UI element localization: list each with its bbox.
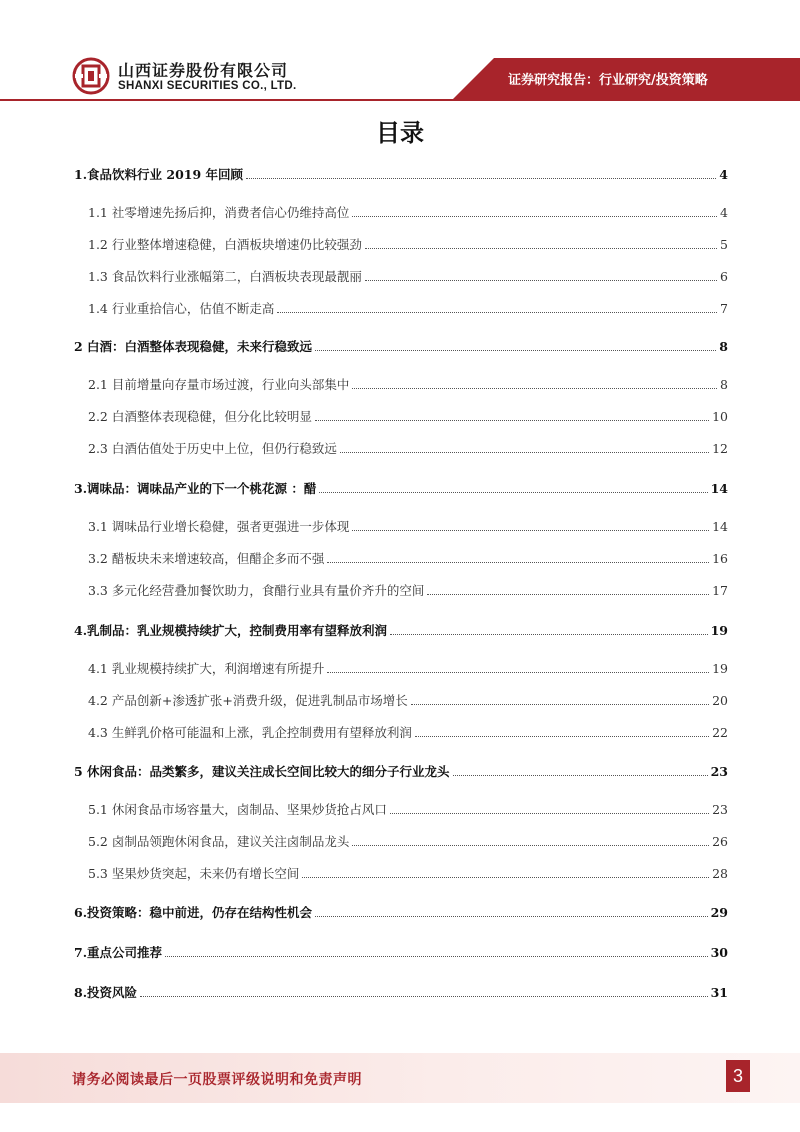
toc-leader-dots [390, 634, 708, 635]
toc-leader-dots [415, 736, 709, 737]
toc-entry-text: 4.1 乳业规模持续扩大，利润增速有所提升 [88, 661, 325, 676]
toc-leader-dots [140, 996, 708, 997]
toc-leader-dots [453, 775, 708, 776]
toc-leader-dots [165, 956, 708, 957]
toc-entry-text: 4.2 产品创新+渗透扩张+消费升级，促进乳制品市场增长 [88, 693, 408, 708]
toc-entry-page: 23 [712, 802, 728, 817]
toc-entry[interactable] [88, 237, 728, 253]
toc-entry-text: 6.投资策略：稳中前进，仍存在结构性机会 [74, 905, 313, 920]
toc-leader-dots [340, 452, 709, 453]
disclaimer-notice: 请务必阅读最后一页股票评级说明和免责声明 [72, 1072, 362, 1088]
toc-entry-page: 22 [712, 725, 728, 740]
toc-entry-text: 8.投资风险 [74, 985, 138, 1000]
toc-entry-page: 6 [720, 269, 728, 284]
toc-entry-page: 4 [719, 167, 728, 182]
toc-entry-page: 12 [712, 441, 728, 456]
toc-entry[interactable] [88, 661, 728, 677]
toc-entry-text: 3.1 调味品行业增长稳健，强者更强进一步体现 [88, 519, 350, 534]
toc-entry[interactable] [88, 693, 728, 709]
toc-entry[interactable] [88, 205, 728, 221]
company-name-en: SHANXI SECURITIES CO., LTD. [118, 80, 297, 92]
page-header [0, 0, 800, 100]
toc-entry[interactable] [74, 985, 728, 1001]
toc-entry[interactable] [88, 834, 728, 850]
toc-entry-page: 4 [720, 205, 728, 220]
toc-entry[interactable] [88, 441, 728, 457]
shanxi-securities-logo-icon [72, 57, 110, 95]
toc-entry-page: 26 [712, 834, 728, 849]
toc-entry-text: 4.3 生鲜乳价格可能温和上涨，乳企控制费用有望释放利润 [88, 725, 412, 740]
toc-entry-text: 1.4 行业重拾信心，估值不断走高 [88, 301, 275, 316]
toc-entry-page: 28 [712, 866, 728, 881]
toc-entry-text: 1.1 社零增速先扬后抑，消费者信心仍维持高位 [88, 205, 350, 220]
toc-leader-dots [352, 845, 709, 846]
toc-entry[interactable] [74, 905, 728, 921]
toc-entry[interactable] [88, 301, 728, 317]
toc-entry[interactable] [74, 167, 728, 183]
toc-leader-dots [315, 916, 708, 917]
toc-entry[interactable] [74, 764, 728, 780]
toc-entry-text: 5.3 坚果炒货突起，未来仍有增长空间 [88, 866, 300, 881]
toc-entry[interactable] [88, 519, 728, 535]
toc-entry-text: 2.3 白酒估值处于历史中上位，但仍行稳致远 [88, 441, 337, 456]
toc-leader-dots [302, 877, 709, 878]
toc-entry-page: 17 [712, 583, 728, 598]
toc-entry-page: 29 [710, 905, 728, 920]
toc-entry-text: 3.3 多元化经营叠加餐饮助力，食醋行业具有量价齐升的空间 [88, 583, 425, 598]
toc-leader-dots [246, 178, 716, 179]
toc-entry-text: 2 白酒：白酒整体表现稳健，未来行稳致远 [74, 339, 313, 354]
toc-entry-page: 8 [720, 377, 728, 392]
toc-leader-dots [365, 248, 717, 249]
toc-leader-dots [352, 530, 709, 531]
toc-entry-text: 1.2 行业整体增速稳健，白酒板块增速仍比较强劲 [88, 237, 362, 252]
toc-entry-text: 3.调味品：调味品产业的下一个桃花源 ：醋 [74, 481, 317, 496]
toc-entry[interactable] [74, 481, 728, 497]
toc-title: 目录 [376, 119, 424, 147]
toc-entry-text: 2.1 目前增量向存量市场过渡，行业向头部集中 [88, 377, 350, 392]
toc-leader-dots [327, 562, 709, 563]
toc-leader-dots [411, 704, 709, 705]
toc-entry-page: 7 [720, 301, 728, 316]
toc-entry-page: 31 [710, 985, 728, 1000]
toc-leader-dots [365, 280, 717, 281]
toc-entry-page: 8 [719, 339, 728, 354]
company-name-cn: 山西证券股份有限公司 [118, 61, 289, 80]
toc-leader-dots [427, 594, 709, 595]
toc-entry[interactable] [74, 623, 728, 639]
header-divider [0, 99, 800, 101]
toc-entry[interactable] [88, 802, 728, 818]
toc-entry-text: 5.1 休闲食品市场容量大，卤制品、坚果炒货抢占风口 [88, 802, 387, 817]
toc-entry-page: 23 [710, 764, 728, 779]
toc-entry-text: 3.2 醋板块未来增速较高，但醋企多而不强 [88, 551, 325, 566]
toc-entry-text: 7.重点公司推荐 [74, 945, 163, 960]
toc-entry-page: 16 [712, 551, 728, 566]
toc-entry[interactable] [88, 377, 728, 393]
page-number: 3 [726, 1060, 750, 1092]
toc-leader-dots [327, 672, 709, 673]
toc-entry-text: 4.乳制品：乳业规模持续扩大，控制费用率有望释放利润 [74, 623, 388, 638]
toc-entry[interactable] [74, 339, 728, 355]
toc-entry-text: 1.食品饮料行业 2019 年回顾 [74, 167, 244, 182]
toc-entry-text: 5 休闲食品：品类繁多，建议关注成长空间比较大的细分子行业龙头 [74, 764, 450, 779]
toc-entry-page: 14 [712, 519, 728, 534]
toc-entry-text: 2.2 白酒整体表现稳健，但分化比较明显 [88, 409, 312, 424]
toc-entry-page: 19 [712, 661, 728, 676]
toc-entry-page: 5 [720, 237, 728, 252]
toc-entry[interactable] [88, 583, 728, 599]
toc-entry[interactable] [88, 409, 728, 425]
toc-entry-text: 1.3 食品饮料行业涨幅第二，白酒板块表现最靓丽 [88, 269, 362, 284]
toc-leader-dots [315, 420, 709, 421]
toc-leader-dots [315, 350, 716, 351]
toc-entry-page: 10 [712, 409, 728, 424]
toc-leader-dots [319, 492, 707, 493]
toc-entry[interactable] [88, 551, 728, 567]
toc-entry-page: 30 [710, 945, 728, 960]
toc-leader-dots [352, 388, 717, 389]
toc-entry[interactable] [88, 269, 728, 285]
toc-entry[interactable] [88, 725, 728, 741]
toc-leader-dots [390, 813, 709, 814]
toc-entry-page: 19 [710, 623, 728, 638]
toc-entry-page: 14 [710, 481, 728, 496]
toc-entry-text: 5.2 卤制品领跑休闲食品，建议关注卤制品龙头 [88, 834, 350, 849]
toc-entry-page: 20 [712, 693, 728, 708]
toc-leader-dots [352, 216, 717, 217]
report-type-label: 证券研究报告：行业研究/投资策略 [508, 73, 708, 88]
toc-leader-dots [277, 312, 717, 313]
toc-entry[interactable] [74, 945, 728, 961]
toc-entry[interactable] [88, 866, 728, 882]
